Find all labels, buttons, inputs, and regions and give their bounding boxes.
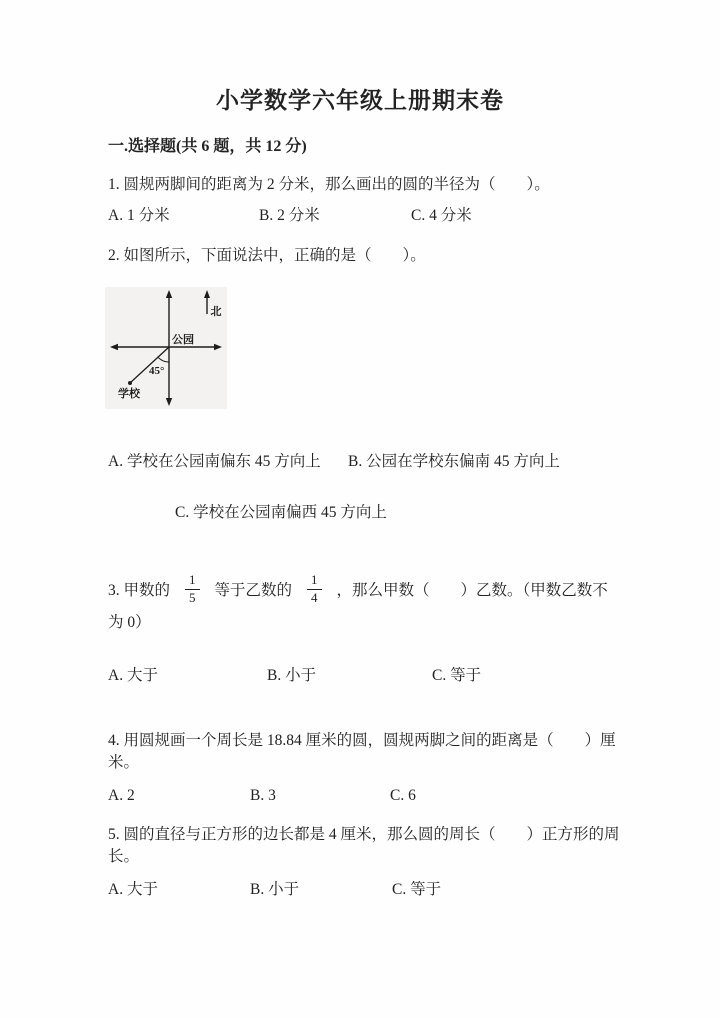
x-axis-right-arrow-icon (214, 344, 222, 350)
fraction-numerator: 1 (307, 573, 322, 590)
option-q1-b: B. 2 分米 (259, 207, 320, 224)
question-5-options (108, 877, 648, 897)
option-q5-a: A. 大于 (108, 881, 158, 898)
question-4-options (108, 787, 648, 807)
x-axis-left-arrow-icon (110, 344, 118, 350)
figure-q2-direction-diagram (105, 287, 227, 409)
fraction-denominator: 5 (189, 589, 196, 605)
question-2-options-row1 (108, 449, 648, 469)
option-q2-b: B. 公园在学校东偏南 45 方向上 (348, 453, 560, 470)
option-q5-c: C. 等于 (392, 881, 442, 898)
question-3-text-line2: 为 0） (108, 614, 151, 631)
section-heading: 一.选择题(共 6 题，共 12 分) (108, 138, 307, 155)
y-axis-top-arrow-icon (166, 290, 172, 298)
question-1-text: 1. 圆规两脚间的距离为 2 分米，那么画出的圆的半径为（ ）。 (108, 176, 550, 193)
question-4-text: 4. 用圆规画一个周长是 18.84 厘米的圆，圆规两脚之间的距离是（ ）厘 (108, 732, 616, 749)
question-3-options (108, 663, 648, 683)
question-4-text-line2: 米。 (108, 754, 140, 771)
option-q3-b: B. 小于 (267, 667, 317, 684)
option-q4-a: A. 2 (108, 787, 135, 804)
fraction-numerator: 1 (185, 573, 200, 590)
option-q2-c: C. 学校在公园南偏西 45 方向上 (175, 504, 387, 521)
question-3-prefix: 3. 甲数的 (108, 582, 171, 599)
option-q1-c: C. 4 分米 (411, 207, 472, 224)
school-point (128, 381, 132, 385)
park-label: 公园 (172, 334, 194, 346)
fraction-one-fifth (185, 573, 200, 606)
option-q3-a: A. 大于 (108, 667, 158, 684)
question-2-options-row2 (108, 500, 648, 520)
angle-label: 45° (149, 365, 165, 377)
option-q4-b: B. 3 (250, 787, 276, 804)
fraction-denominator: 4 (311, 589, 318, 605)
question-3-middle: 等于乙数的 (214, 582, 293, 599)
option-q4-c: C. 6 (390, 787, 416, 804)
page-title: 小学数学六年级上册期末卷 (216, 88, 504, 113)
option-q3-c: C. 等于 (432, 667, 482, 684)
question-1-options (108, 203, 648, 223)
school-label: 学校 (118, 388, 140, 400)
option-q1-a: A. 1 分米 (108, 207, 170, 224)
question-3-text (108, 566, 608, 612)
question-2-text: 2. 如图所示，下面说法中，正确的是（ ）。 (108, 247, 426, 264)
option-q5-b: B. 小于 (250, 881, 300, 898)
north-label: 北 (210, 306, 222, 318)
question-5-text: 5. 圆的直径与正方形的边长都是 4 厘米，那么圆的周长（ ）正方形的周 (108, 826, 620, 843)
question-3-suffix: ，那么甲数（ ）乙数。（甲数乙数不 (336, 582, 608, 599)
question-5-text-line2: 长。 (108, 848, 140, 865)
fraction-one-quarter (307, 573, 322, 606)
option-q2-a: A. 学校在公园南偏东 45 方向上 (108, 453, 321, 470)
angle-arc (158, 358, 169, 362)
y-axis-bottom-arrow-icon (166, 398, 172, 406)
north-arrow-head-icon (204, 290, 210, 298)
